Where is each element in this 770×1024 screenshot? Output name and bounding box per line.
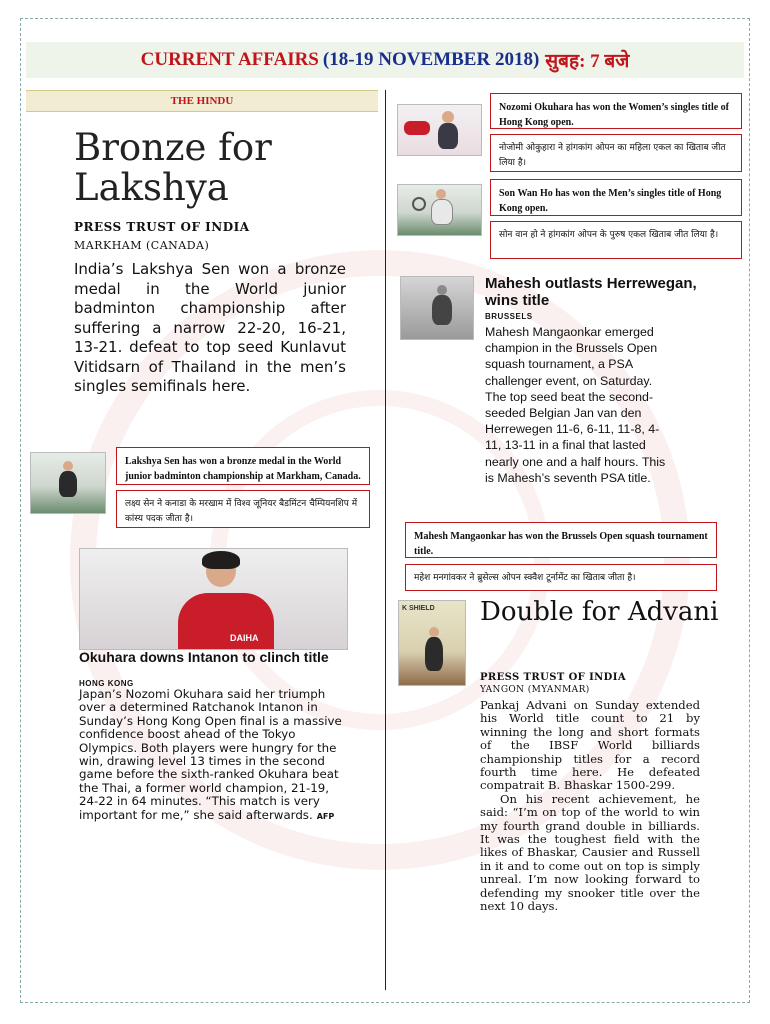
mahesh-dateline: BRUSSELS	[485, 312, 533, 321]
okuhara-summary-hi: नोजोमी ओकुहारा ने हांगकांग ओपन का महिला एकल का खिताब जीत लिया है।	[490, 134, 742, 172]
header-title: CURRENT AFFAIRS	[140, 49, 319, 70]
header-dates: (18-19 NOVEMBER 2018)	[322, 49, 540, 70]
player-body	[438, 123, 458, 149]
mahesh-summary-en: Mahesh Mangaonkar has won the Brussels Open squash tournament title.	[405, 522, 717, 558]
mahesh-body: Mahesh Mangaonkar emerged champion in the Brussels Open squash tournament, a PSA challenger event, on Saturday. The top seed beat the second-seeded Belgian Jan van den Herrewegen 11-6, 6-11, 11-8, 4-11, 13-11 in a final that lasted nearly one and a half hours. This is Mahesh’s seventh PSA title.	[485, 325, 666, 485]
advani-body	[480, 699, 700, 914]
son-wan-ho-summary-en: Son Wan Ho has won the Men’s singles title of Hong Kong open.	[490, 179, 742, 216]
advani-agency: PRESS TRUST OF INDIA	[480, 672, 626, 683]
player-head	[437, 285, 447, 295]
advani-headline: Double for Advani	[480, 597, 719, 627]
mahesh-photo	[400, 276, 474, 340]
advani-dateline: YANGON (MYANMAR)	[480, 685, 590, 695]
player-body	[59, 471, 77, 497]
lakshya-summary-en: Lakshya Sen has won a bronze medal in the World junior badminton championship at Markham, Canada.	[116, 447, 370, 485]
player-head	[442, 111, 454, 123]
column-divider	[385, 90, 386, 990]
advani-photo	[398, 600, 466, 686]
player-shirt	[178, 593, 274, 650]
mahesh-headline: Mahesh outlasts Herrewegan, wins title	[485, 275, 697, 309]
header-time: सुबह: 7 बजे	[545, 51, 630, 72]
player-body	[431, 199, 453, 225]
player-body	[425, 637, 443, 671]
banner-text: K SHIELD	[402, 605, 435, 612]
lakshya-headline: Bronze for Lakshya	[74, 126, 272, 209]
okuhara-headline: Okuhara downs Intanon to clinch title	[79, 649, 329, 665]
okuhara-photo	[79, 548, 348, 650]
son-wan-ho-photo	[397, 184, 482, 236]
player-head	[63, 461, 73, 471]
okuhara-body-text: Japan’s Nozomi Okuhara said her triumph over a determined Ratchanok Intanon in Sunday’s Hong Kong Open final is a massive confidence boost ahead of the Tokyo Olympics. Both players were hungry for the win, drawing level 13 times in the second game before the sixth-ranked Okuhara beat the Thai, a former world champion, 21-19, 24-22 in 64 minutes. “This match is very important for me,” she said afterwards.	[79, 687, 342, 822]
mahesh-summary-hi: महेश मनगांवकर ने ब्रुसेल्स ओपन स्क्वैश टूर्नामेंट का खिताब जीता है।	[405, 564, 717, 591]
player-head	[429, 627, 439, 637]
lakshya-photo	[30, 452, 106, 514]
sponsor-text: DAIHA	[230, 633, 259, 643]
player-hair	[202, 551, 240, 569]
player-shirt	[404, 121, 430, 135]
lakshya-agency: PRESS TRUST OF INDIA	[74, 220, 250, 234]
page-header	[26, 42, 744, 78]
advani-paragraph-2: On his recent achievement, he said: “I’m on top of the world to win my fourth grand double in billiards. It was the toughest field with the likes of Bhaskar, Causier and Russell in it and to come out on top is simply unreal. I’m now looking forward to defending my snooker title over the next 10 days.	[480, 791, 700, 914]
lakshya-body: India’s Lakshya Sen won a bronze medal in the World junior badminton championship after suffering a narrow 22-20, 16-21, 13-21. defeat to top seed Kunlavut Vitidsarn of Thailand in the men’s singles semifinals here.	[74, 260, 346, 395]
okuhara-photo-small	[397, 104, 482, 156]
player-body	[432, 295, 452, 325]
lakshya-dateline: MARKHAM (CANADA)	[74, 239, 210, 252]
son-wan-ho-summary-hi: सोन वान हो ने हांगकांग ओपन के पुरुष एकल खिताब जीत लिया है।	[490, 221, 742, 259]
okuhara-credit: AFP	[316, 811, 335, 821]
source-label: THE HINDU	[26, 90, 378, 112]
lakshya-summary-hi: लक्ष्य सेन ने कनाडा के मरखाम में विश्व जूनियर बैडमिंटन चैम्पियनशिप में कांस्य पदक जीता है।	[116, 490, 370, 528]
okuhara-body	[79, 688, 347, 823]
okuhara-summary-en: Nozomi Okuhara has won the Women’s singles title of Hong Kong open.	[490, 93, 742, 129]
okuhara-dateline: HONG KONG	[79, 679, 134, 688]
advani-paragraph-1: Pankaj Advani on Sunday extended his World title count to 21 by winning the long and short formats of the IBSF World billiards championship titles for a record fourth time here. He defeated compatrait B. Bhaskar 1500-299.	[480, 698, 700, 793]
player-head	[436, 189, 446, 199]
racket	[412, 197, 426, 211]
